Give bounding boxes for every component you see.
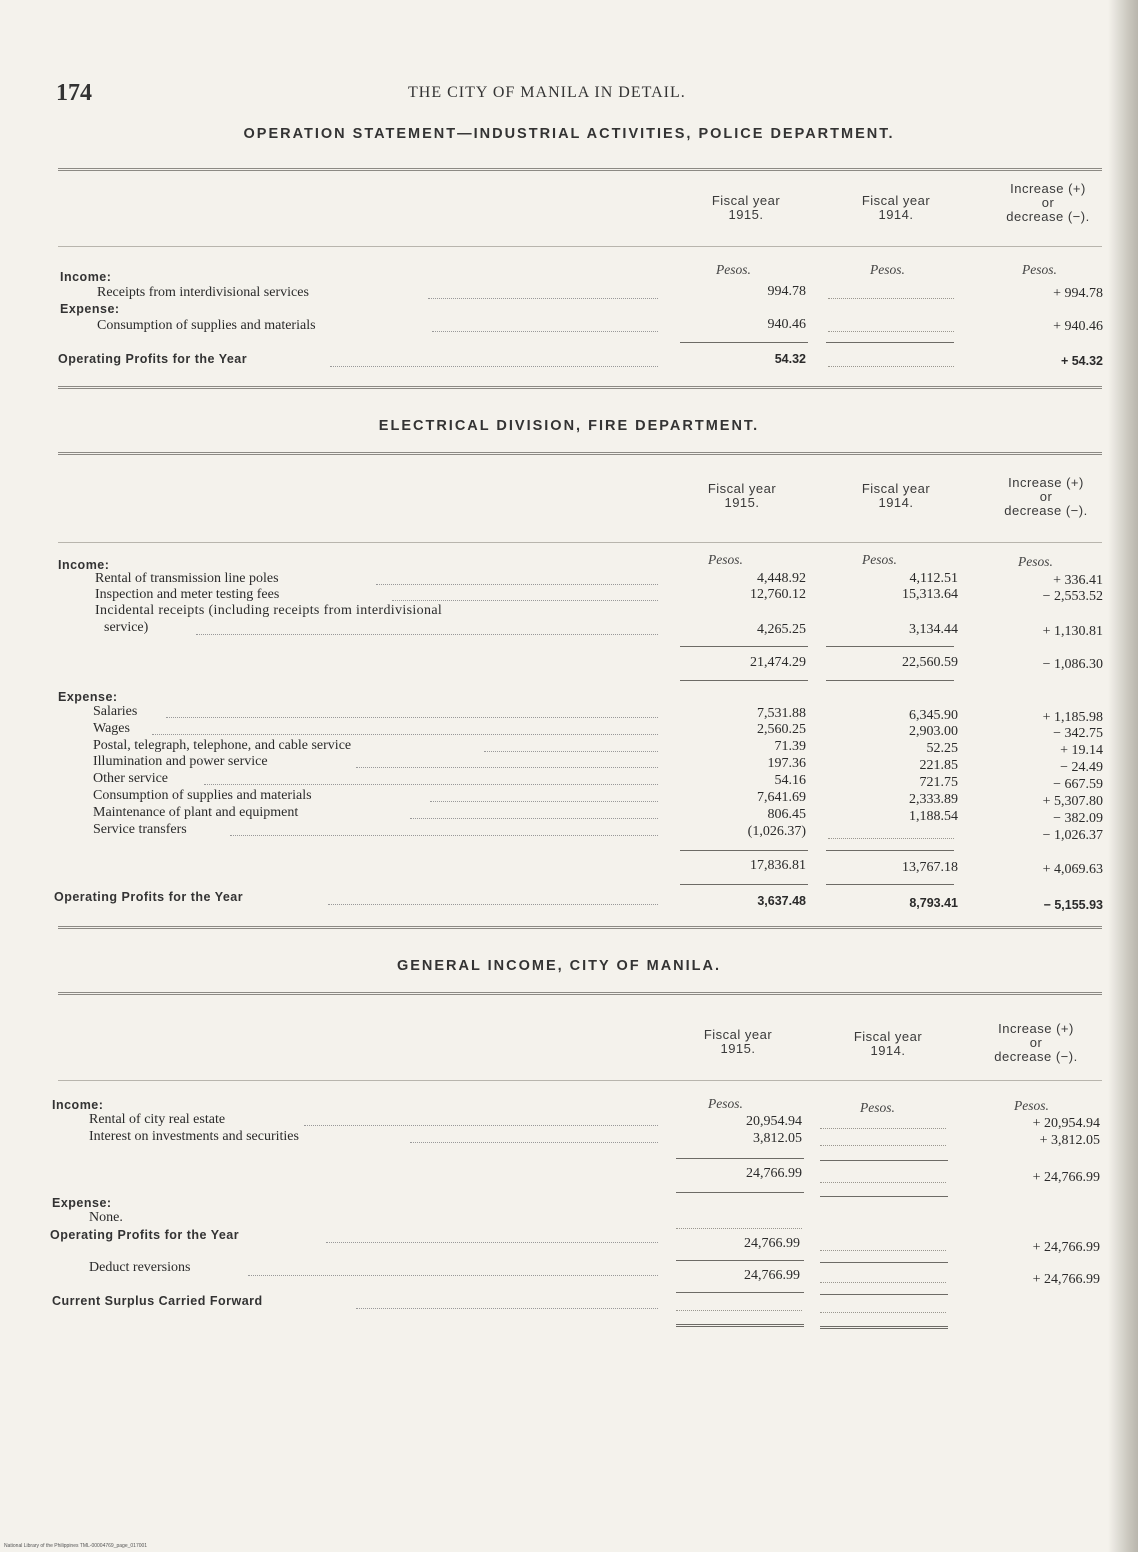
electrical-unit-1914: Pesos. [862, 552, 897, 567]
total-1914: 22,560.59 [902, 655, 958, 670]
value-1915: 3,812.05 [753, 1131, 802, 1146]
police-profit-label: Operating Profits for the Year [58, 352, 248, 366]
sum-rule [820, 1196, 948, 1197]
value-1914: 52.25 [926, 741, 958, 756]
col-header-text: Increase (+) or decrease (−). [994, 1021, 1078, 1064]
total-change: + 4,069.63 [1042, 862, 1103, 877]
leader-dots [432, 331, 658, 332]
profit-1914: 8,793.41 [909, 896, 958, 910]
value-1915: 4,265.25 [757, 622, 806, 637]
police-col-1914-header [826, 194, 966, 222]
value-change: + 3,812.05 [1039, 1133, 1100, 1148]
leader-dots [410, 1142, 658, 1143]
police-expense-change: + 940.46 [1053, 319, 1103, 334]
deduct-1915: 24,766.99 [744, 1268, 800, 1283]
value-change: − 1,026.37 [1042, 828, 1103, 843]
sum-rule [676, 1260, 804, 1261]
row-label: Postal, telegraph, telephone, and cable service [93, 738, 352, 753]
electrical-bottom-rule [58, 926, 1102, 929]
sum-rule [680, 646, 808, 647]
row-label: Illumination and power service [93, 754, 268, 769]
deduct-change: + 24,766.99 [1032, 1272, 1100, 1287]
final-double-rule [820, 1326, 948, 1329]
police-income-change: + 994.78 [1053, 286, 1103, 301]
col-header-text: Fiscal year 1914. [853, 1029, 923, 1058]
police-expense-1915: 940.46 [767, 317, 806, 332]
leader-dots [204, 784, 658, 785]
leader-dots [248, 1275, 658, 1276]
police-unit-change: Pesos. [1022, 262, 1057, 277]
value-1915: 197.36 [767, 756, 806, 771]
general-unit-change: Pesos. [1014, 1098, 1049, 1113]
sum-rule [680, 680, 808, 681]
leader-dots [326, 1242, 658, 1243]
row-label: Rental of transmission line poles [95, 571, 279, 586]
electrical-section-title: ELECTRICAL DIVISION, FIRE DEPARTMENT. [378, 418, 760, 434]
page-edge-shadow [1108, 0, 1138, 1552]
value-change: + 336.41 [1053, 573, 1103, 588]
sum-rule [680, 884, 808, 885]
electrical-top-rule [58, 452, 1102, 455]
police-income-heading: Income: [60, 270, 112, 284]
sum-rule [676, 1292, 804, 1293]
police-unit-1915: Pesos. [716, 262, 751, 277]
leader-dots [392, 600, 658, 601]
value-1915: 2,560.25 [757, 722, 806, 737]
profit-change: + 24,766.99 [1032, 1240, 1100, 1255]
value-1915: 7,641.69 [757, 790, 806, 805]
police-expense-heading: Expense: [60, 302, 120, 316]
value-change: − 342.75 [1053, 726, 1103, 741]
row-label: Wages [93, 721, 130, 736]
scan-footer: National Library of the Philippines TML-00004769_page_017001 [4, 1543, 148, 1549]
row-label: Salaries [93, 704, 138, 719]
total-1914: 13,767.18 [902, 860, 958, 875]
blank-1914 [820, 1282, 946, 1283]
police-top-rule [58, 168, 1102, 171]
value-1914: 2,333.89 [909, 792, 958, 807]
total-1915: 17,836.81 [750, 858, 806, 873]
value-1914: 3,134.44 [909, 622, 958, 637]
general-col-change-header [966, 1022, 1106, 1064]
leader-dots [152, 734, 658, 735]
value-1914: 4,112.51 [909, 571, 958, 586]
sum-rule [680, 342, 808, 343]
sum-rule [680, 850, 808, 851]
total-change: + 24,766.99 [1032, 1170, 1100, 1185]
page-number: 174 [56, 80, 92, 106]
leader-dots [196, 634, 658, 635]
total-change: − 1,086.30 [1042, 657, 1103, 672]
police-bottom-rule [58, 386, 1102, 389]
value-change: − 2,553.52 [1042, 589, 1103, 604]
value-1915: 7,531.88 [757, 706, 806, 721]
general-section-title: GENERAL INCOME, CITY OF MANILA. [396, 958, 722, 974]
value-change: + 1,130.81 [1042, 624, 1103, 639]
electrical-profit-label: Operating Profits for the Year [54, 890, 244, 904]
value-1914: 6,345.90 [909, 708, 958, 723]
row-label: Consumption of supplies and materials [93, 788, 312, 803]
leader-dots [356, 1308, 658, 1309]
sum-rule [826, 646, 954, 647]
blank-1914 [828, 366, 954, 367]
row-label-continued: service) [104, 620, 149, 635]
sum-rule [826, 342, 954, 343]
police-profit-change: + 54.32 [1060, 354, 1103, 368]
sum-rule [676, 1158, 804, 1159]
value-1915: 12,760.12 [750, 587, 806, 602]
general-top-rule [58, 992, 1102, 995]
blank-1914 [828, 298, 954, 299]
leader-dots [410, 818, 658, 819]
value-1915: 71.39 [774, 739, 806, 754]
value-1914: 721.75 [919, 775, 958, 790]
electrical-unit-change: Pesos. [1018, 554, 1053, 569]
row-label: Incidental receipts (including receipts from interdivisional [95, 603, 443, 618]
sum-rule [826, 680, 954, 681]
value-1915: 54.16 [774, 773, 806, 788]
blank-1914 [820, 1145, 946, 1146]
leader-dots [330, 366, 658, 367]
police-income-1915: 994.78 [767, 284, 806, 299]
value-1915: (1,026.37) [747, 824, 806, 839]
col-header-text: Fiscal year 1915. [707, 481, 777, 510]
row-label: Maintenance of plant and equipment [93, 805, 299, 820]
general-surplus-label: Current Surplus Carried Forward [52, 1294, 263, 1308]
blank-1914 [828, 331, 954, 332]
police-col-change-header [978, 182, 1118, 224]
electrical-col-1914-header [826, 482, 966, 510]
value-1914: 1,188.54 [909, 809, 958, 824]
police-col-1915-header [676, 194, 816, 222]
total-1915: 24,766.99 [746, 1166, 802, 1181]
leader-dots [376, 584, 658, 585]
blank-1915 [676, 1310, 802, 1311]
sum-rule [820, 1160, 948, 1161]
profit-change: − 5,155.93 [1043, 898, 1103, 912]
police-profit-1915: 54.32 [774, 352, 806, 366]
electrical-col-change-header [976, 476, 1116, 518]
col-header-text: Fiscal year 1914. [861, 193, 931, 222]
electrical-col-1915-header [672, 482, 812, 510]
value-change: − 382.09 [1053, 811, 1103, 826]
value-1914: 2,903.00 [909, 724, 958, 739]
leader-dots [356, 767, 658, 768]
value-1915: 20,954.94 [746, 1114, 802, 1129]
profit-1915: 3,637.48 [757, 894, 806, 908]
electrical-expense-heading: Expense: [58, 690, 118, 704]
blank-1914 [820, 1312, 946, 1313]
value-change: − 24.49 [1060, 760, 1103, 775]
sum-rule [820, 1262, 948, 1263]
value-1914: 221.85 [919, 758, 958, 773]
general-header-rule [58, 1080, 1102, 1081]
police-header-rule [58, 246, 1102, 247]
blank-line [676, 1228, 802, 1229]
col-header-text: Fiscal year 1914. [861, 481, 931, 510]
blank-1914 [820, 1182, 946, 1183]
value-change: + 19.14 [1060, 743, 1103, 758]
police-expense-item: Consumption of supplies and materials [97, 318, 316, 333]
blank-1914 [820, 1250, 946, 1251]
col-header-text: Increase (+) or decrease (−). [1004, 475, 1088, 518]
row-label: Rental of city real estate [89, 1112, 226, 1127]
col-header-text: Increase (+) or decrease (−). [1006, 181, 1090, 224]
leader-dots [328, 904, 658, 905]
leader-dots [166, 717, 658, 718]
sum-rule [826, 850, 954, 851]
police-unit-1914: Pesos. [870, 262, 905, 277]
general-expense-heading: Expense: [52, 1196, 112, 1210]
leader-dots [304, 1125, 658, 1126]
value-change: + 20,954.94 [1032, 1116, 1100, 1131]
leader-dots [430, 801, 658, 802]
row-label: Service transfers [93, 822, 187, 837]
running-head: THE CITY OF MANILA IN DETAIL. [408, 84, 686, 101]
general-deduct-label: Deduct reversions [89, 1260, 191, 1275]
profit-1915: 24,766.99 [744, 1236, 800, 1251]
blank-1914 [828, 838, 954, 839]
row-label: Inspection and meter testing fees [95, 587, 280, 602]
sum-rule [826, 884, 954, 885]
general-unit-1915: Pesos. [708, 1096, 743, 1111]
general-unit-1914: Pesos. [860, 1100, 895, 1115]
leader-dots [230, 835, 658, 836]
value-1915: 806.45 [767, 807, 806, 822]
electrical-income-heading: Income: [58, 558, 110, 572]
police-section-title: OPERATION STATEMENT—INDUSTRIAL ACTIVITIES, POLICE DEPARTMENT. [243, 126, 895, 142]
blank-1914 [820, 1128, 946, 1129]
col-header-text: Fiscal year 1915. [703, 1027, 773, 1056]
row-label: Other service [93, 771, 169, 786]
sum-rule [676, 1192, 804, 1193]
value-1915: 4,448.92 [757, 571, 806, 586]
police-income-item: Receipts from interdivisional services [97, 285, 309, 300]
total-1915: 21,474.29 [750, 655, 806, 670]
value-change: + 1,185.98 [1042, 710, 1103, 725]
leader-dots [484, 751, 658, 752]
general-col-1914-header [818, 1030, 958, 1058]
final-double-rule [676, 1324, 804, 1327]
electrical-header-rule [58, 542, 1102, 543]
value-change: + 5,307.80 [1042, 794, 1103, 809]
electrical-unit-1915: Pesos. [708, 552, 743, 567]
row-label: Interest on investments and securities [89, 1129, 299, 1144]
general-income-heading: Income: [52, 1098, 104, 1112]
value-1914: 15,313.64 [902, 587, 958, 602]
sum-rule [820, 1294, 948, 1295]
value-change: − 667.59 [1053, 777, 1103, 792]
general-profit-label: Operating Profits for the Year [50, 1228, 240, 1242]
col-header-text: Fiscal year 1915. [711, 193, 781, 222]
general-col-1915-header [668, 1028, 808, 1056]
leader-dots [428, 298, 658, 299]
general-expense-none: None. [89, 1210, 123, 1225]
